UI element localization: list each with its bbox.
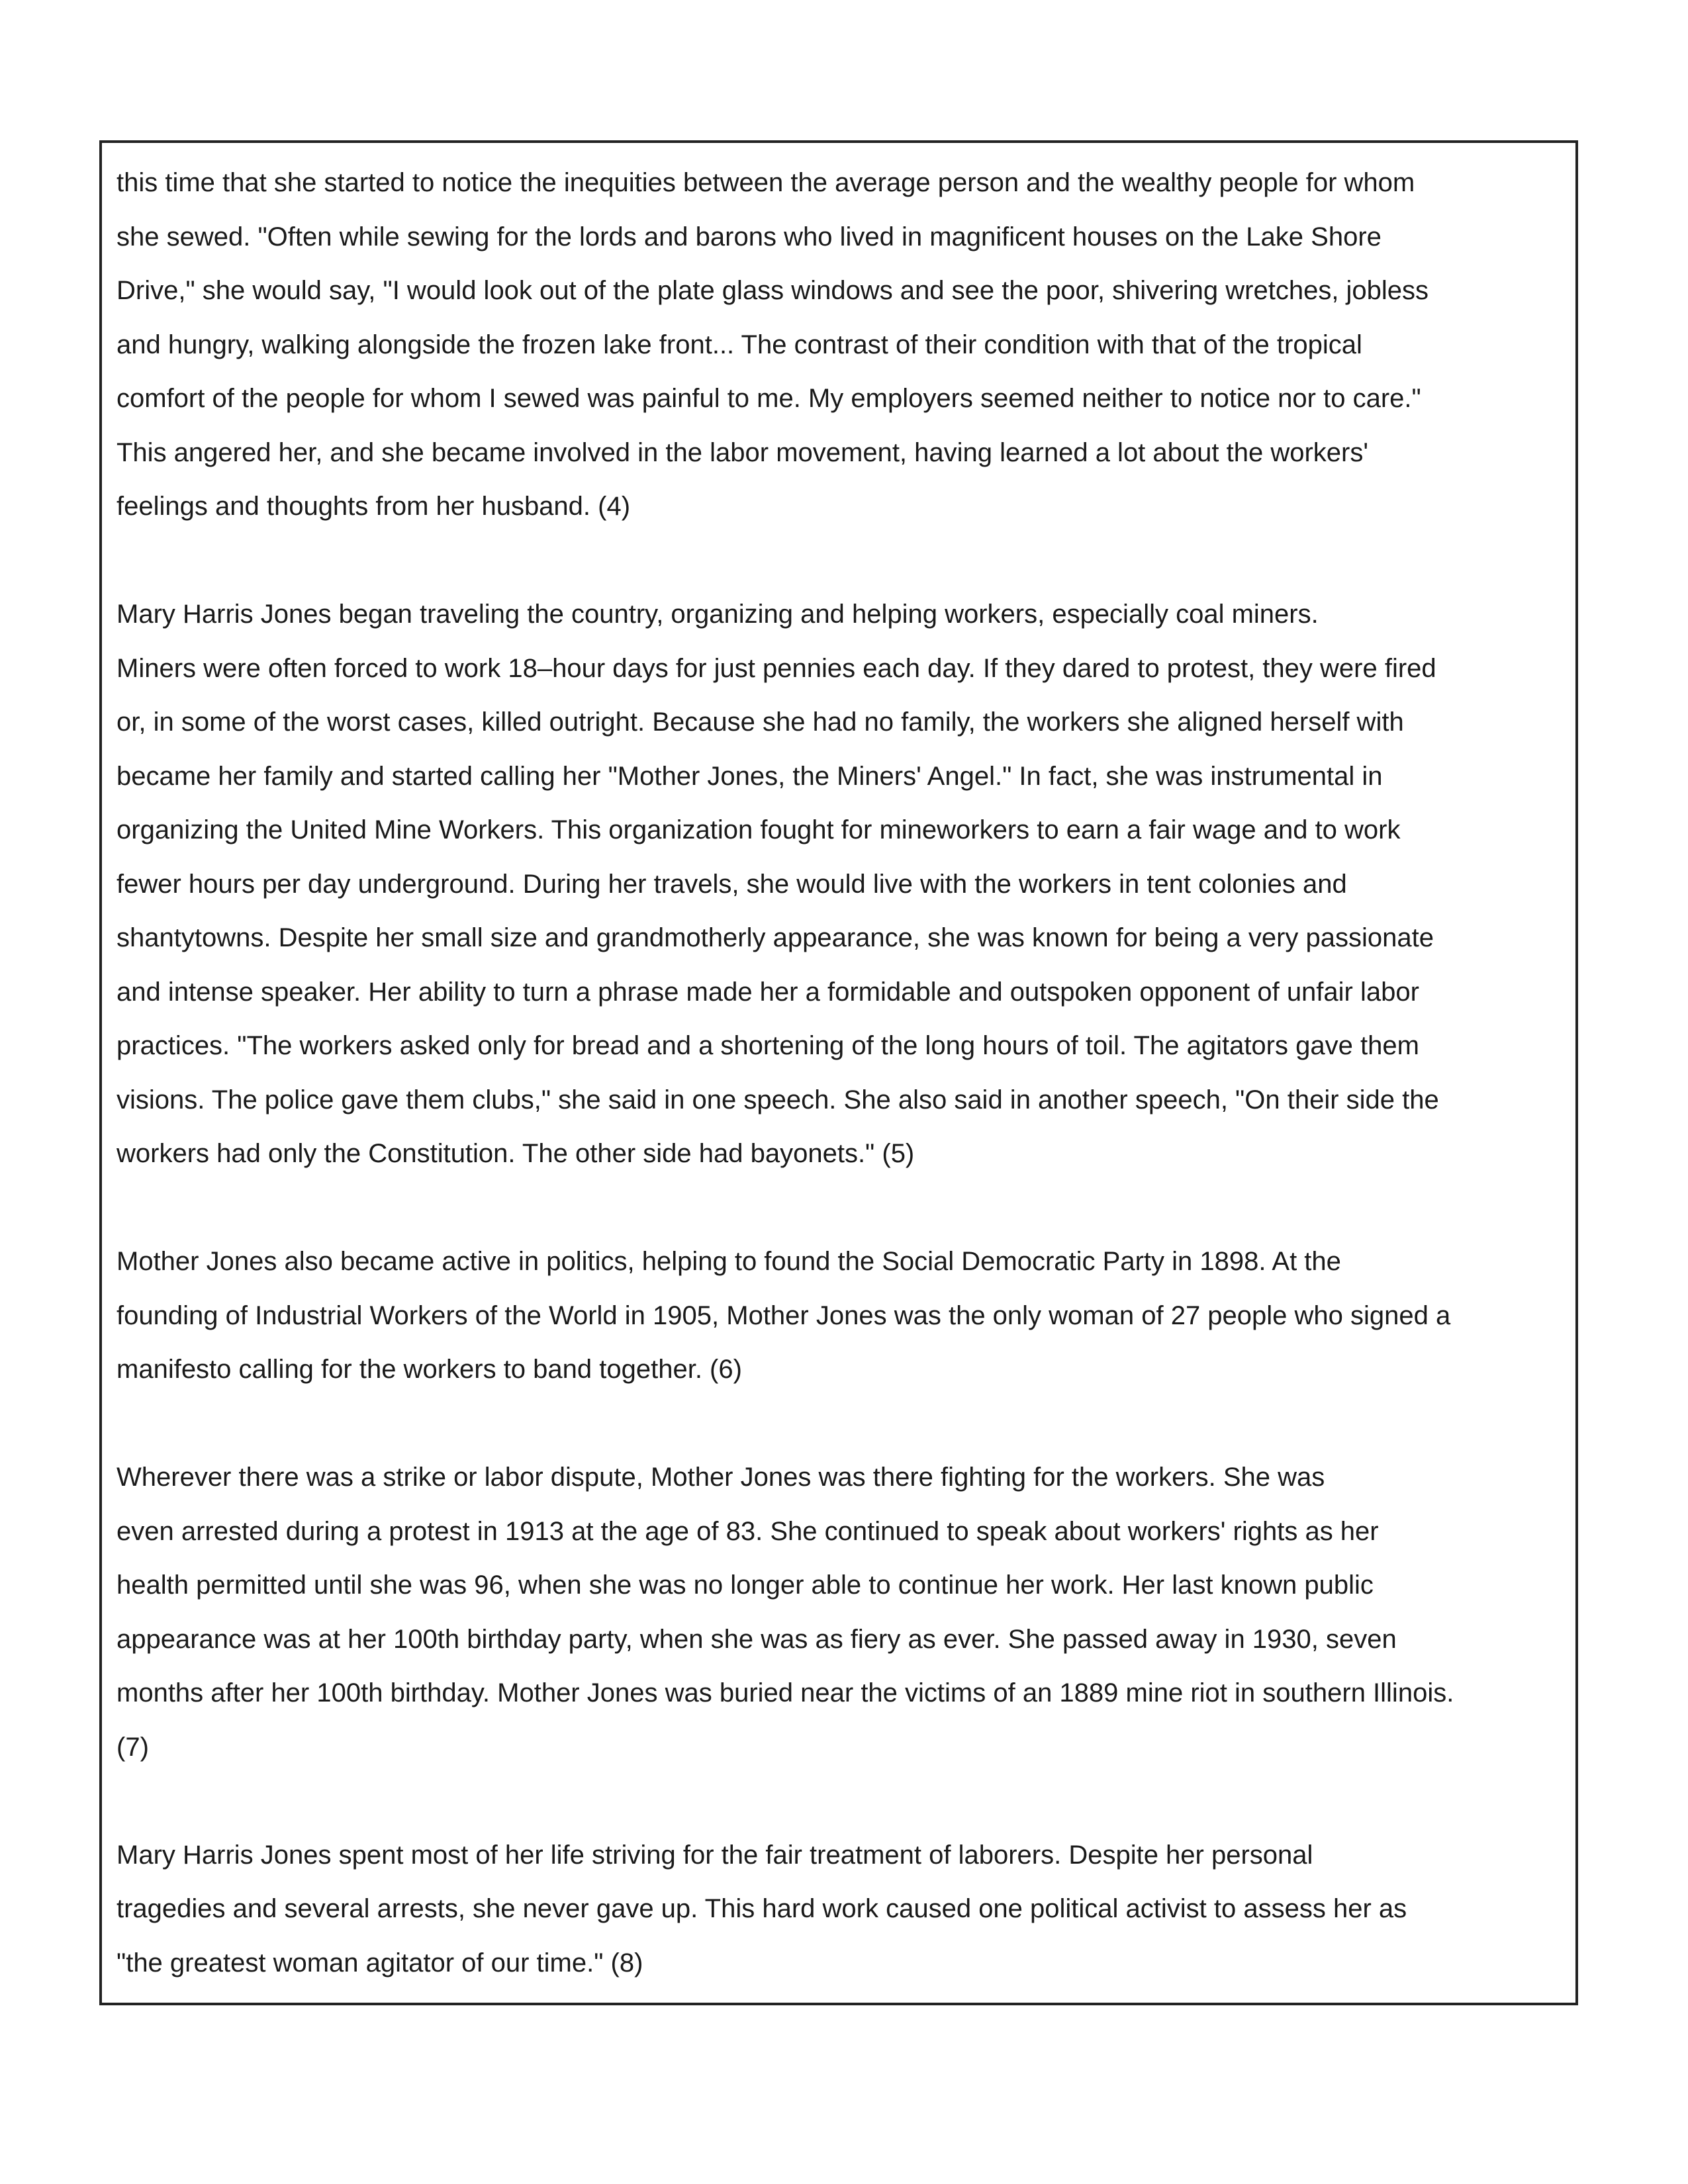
text-line: she sewed. "Often while sewing for the lords and barons who lived in magnificent houses on the Lake Shore xyxy=(117,222,1382,251)
text-line: months after her 100th birthday. Mother Jones was buried near the victims of an 1889 mine riot in southern Illinois. xyxy=(117,1678,1454,1707)
text-line: fewer hours per day underground. During her travels, she would live with the workers in tent colonies and xyxy=(117,869,1347,899)
text-line: Drive," she would say, "I would look out of the plate glass windows and see the poor, shivering wretches, jobless xyxy=(117,276,1429,305)
text-line: became her family and started calling her "Mother Jones, the Miners' Angel." In fact, she was instrumental in xyxy=(117,761,1383,791)
text-line: founding of Industrial Workers of the World in 1905, Mother Jones was the only woman of 27 people who signed a xyxy=(117,1300,1451,1330)
text-line: even arrested during a protest in 1913 at the age of 83. She continued to speak about workers' rights as her xyxy=(117,1516,1379,1546)
text-line: and hungry, walking alongside the frozen lake front... The contrast of their condition with that of the tropical xyxy=(117,330,1362,359)
text-line: appearance was at her 100th birthday party, when she was as fiery as ever. She passed away in 1930, seven xyxy=(117,1624,1397,1654)
text-line: or, in some of the worst cases, killed outright. Because she had no family, the workers she aligned herself with xyxy=(117,707,1404,737)
text-line: this time that she started to notice the inequities between the average person and the wealthy people for whom xyxy=(117,168,1415,197)
text-line: comfort of the people for whom I sewed was painful to me. My employers seemed neither to notice nor to care." xyxy=(117,384,1421,413)
text-line: organizing the United Mine Workers. This organization fought for mineworkers to earn a fair wage and to work xyxy=(117,815,1401,844)
text-line: This angered her, and she became involved in the labor movement, having learned a lot about the workers' xyxy=(117,437,1368,467)
text-line: (7) xyxy=(117,1732,149,1762)
text-line: manifesto calling for the workers to band together. (6) xyxy=(117,1355,742,1384)
paragraph-3 xyxy=(117,1235,1561,1397)
text-line: visions. The police gave them clubs," she said in one speech. She also said in another speech, "On their side the xyxy=(117,1085,1439,1115)
text-line: feelings and thoughts from her husband. (4) xyxy=(117,492,631,521)
text-line: "the greatest woman agitator of our time." (8) xyxy=(117,1948,643,1978)
text-line: health permitted until she was 96, when she was no longer able to continue her work. Her last known public xyxy=(117,1570,1374,1600)
paragraph-4 xyxy=(117,1451,1561,1774)
text-line: Mary Harris Jones spent most of her life striving for the fair treatment of laborers. Despite her personal xyxy=(117,1840,1313,1870)
text-line: Mary Harris Jones began traveling the country, organizing and helping workers, especially coal miners. xyxy=(117,600,1319,629)
paragraph-1 xyxy=(117,156,1561,534)
text-line: workers had only the Constitution. The other side had bayonets." (5) xyxy=(117,1139,915,1168)
text-line: and intense speaker. Her ability to turn a phrase made her a formidable and outspoken opponent of unfair labor xyxy=(117,977,1419,1007)
text-line: tragedies and several arrests, she never gave up. This hard work caused one political activist to assess her as xyxy=(117,1894,1407,1923)
paragraph-5 xyxy=(117,1829,1561,1991)
text-line: Miners were often forced to work 18–hour days for just pennies each day. If they dared to protest, they were fired xyxy=(117,653,1436,683)
paragraph-2 xyxy=(117,588,1561,1181)
text-box xyxy=(99,140,1578,2005)
text-line: Wherever there was a strike or labor dispute, Mother Jones was there fighting for the workers. She was xyxy=(117,1463,1325,1492)
text-line: practices. "The workers asked only for bread and a shortening of the long hours of toil. The agitators gave them xyxy=(117,1031,1419,1060)
text-line: Mother Jones also became active in politics, helping to found the Social Democratic Party in 1898. At the xyxy=(117,1247,1341,1276)
text-line: shantytowns. Despite her small size and grandmotherly appearance, she was known for being a very passionate xyxy=(117,923,1434,952)
